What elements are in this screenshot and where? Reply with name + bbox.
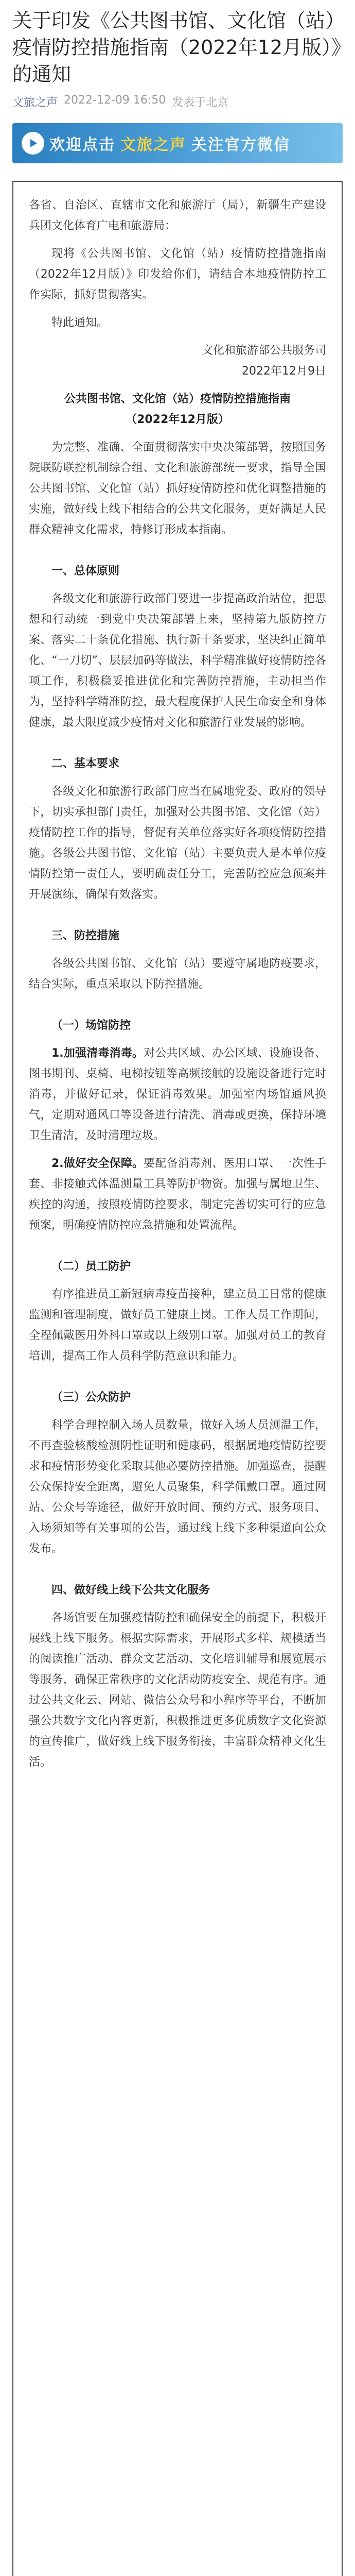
source-link[interactable]: 文旅之声 — [12, 96, 58, 109]
article-header — [0, 0, 355, 110]
document-box — [12, 181, 343, 2576]
play-icon — [22, 132, 44, 155]
subsection-staff-paragraph: 有序推进员工新冠病毒疫苗接种，建立员工日常的健康监测和管理制度，做好员工健康上岗。工作人员工作期间，全程佩戴医用外科口罩或以上级别口罩。加强对员工的教育培训，提高工作人员科学防范意识和能力。 — [29, 1288, 326, 1363]
signature-date: 2022年12月9日 — [242, 365, 326, 378]
section-1-paragraph: 各级文化和旅游行政部门要进一步提高政治站位，把思想和行动统一到党中央决策部署上来，坚持第九版防控方案、落实二十条优化措施、执行新十条要求，坚决纠正简单化、“一刀切”、层层加码等做法，科学精准做好疫情防控各项工作，积极稳妥推进优化和完善防控措施，主动担当作为，坚持科学精准防控，最大程度保护人民生命安全和身体健康，最大限度减少疫情对文化和旅游行业发展的影响。 — [29, 592, 326, 729]
signature-org: 文化和旅游部公共服务司 — [201, 344, 326, 357]
publish-datetime: 2022-12-09 16:50 — [64, 94, 166, 107]
follow-banner[interactable] — [12, 123, 343, 163]
subsection-public-heading: （三）公众防护 — [51, 1391, 131, 1404]
section-4-heading: 四、做好线上线下公共文化服务 — [51, 1584, 210, 1597]
section-4-paragraph: 各场馆要在加强疫情防控和确保安全的前提下，积极开展线上线下服务。根据实际需求，开展形式多样、规模适当的阅读推广活动、群众文艺活动、文化培训辅导和展览展示等服务，确保正常秩序的文化活动防疫安全、规范有序。通过公共文化云、网站、微信公众号和小程序等平台，不断加强公共数字文化内容更新，积极推进更多优质数字文化资源的宣传推广，做好线上线下服务衔接，丰富群众精神文化生活。 — [29, 1612, 326, 1769]
intro-paragraph: 为完整、准确、全面贯彻落实中央决策部署，按照国务院联防联控机制综合组、文化和旅游部统一要求，指导全国公共图书馆、文化馆（站）抓好疫情防控和优化调整措施的实施，做好线上线下相结合的公共文化服务，更好满足人民群众精神文化需求，特修订形成本指南。 — [29, 441, 326, 536]
item-2-text: 要配备消毒剂、医用口罩、一次性手套、非接触式体温测量工具等防护物资。加强与属地卫生、疾控的沟通，按照疫情防控要求，制定完善切实可行的应急预案，明确疫情防控应急措施和处置流程。 — [29, 1157, 326, 1232]
banner-text-account: 文旅之声 — [120, 136, 186, 154]
banner-text-follow: 关注官方微信 — [191, 136, 290, 154]
notice-paragraph: 现将《公共图书馆、文化馆（站）疫情防控措施指南（2022年12月版）》印发给你们，请结合本地疫情防控工作实际，抓好贯彻落实。 — [29, 247, 326, 301]
section-2-paragraph: 各级文化和旅游行政部门应当在属地党委、政府的领导下，切实承担部门责任，加强对公共图书馆、文化馆（站）疫情防控工作的指导，督促有关单位落实好各项疫情防控措施。各级公共图书馆、文化馆（站）主要负责人是本单位疫情防控第一责任人，要明确责任分工，完善防控应急预案并开展演练，确保有效落实。 — [29, 785, 326, 901]
publish-location: 发表于北京 — [172, 96, 229, 109]
subsection-venue-item-1 — [29, 1043, 326, 1146]
subsection-public-paragraph: 科学合理控制入场人员数量，做好入场人员测温工作，不再查验核酸检测阴性证明和健康码，根据属地疫情防控要求和疫情形势变化采取其他必要防控措施。加强巡查，提醒公众保持安全距离，避免人员聚集，科学佩戴口罩。通过网站、公众号等途径，做好开放时间、预约方式、服务项目、入场须知等有关事项的公告，通过线上线下多种渠道向公众发布。 — [29, 1419, 326, 1555]
addressee: 各省、自治区、直辖市文化和旅游厅（局），新疆生产建设兵团文化体育广电和旅游局： — [29, 199, 326, 232]
article-meta — [12, 94, 343, 110]
item-2-lead: 2.做好安全保障。 — [51, 1157, 144, 1170]
guide-title: 公共图书馆、文化馆（站）疫情防控措施指南 — [64, 393, 291, 405]
section-2-heading: 二、基本要求 — [51, 757, 120, 770]
subsection-staff-heading: （二）员工防护 — [51, 1260, 131, 1273]
subsection-venue-heading: （一）场馆防控 — [51, 1019, 131, 1032]
article-title: 关于印发《公共图书馆、文化馆（站）疫情防控措施指南（2022年12月版）》的通知 — [12, 9, 342, 86]
subsection-venue-item-2 — [29, 1154, 326, 1236]
notice-closing: 特此通知。 — [51, 316, 109, 329]
banner-text-welcome: 欢迎点击 — [49, 136, 115, 154]
section-3-paragraph: 各级公共图书馆、文化馆（站）要遵守属地防疫要求，结合实际，重点采取以下防控措施。 — [29, 957, 326, 991]
item-1-text: 对公共区域、办公区域、设施设备、图书期刊、桌椅、电梯按钮等高频接触的设施设备进行定时消毒，并做好记录，保证消毒效果。加强室内场馆通风换气，定期对通风口等设备进行清洗、消毒或更换，保持环境卫生清洁，及时清理垃圾。 — [29, 1047, 326, 1142]
item-1-lead: 1.加强清毒消毒。 — [51, 1047, 144, 1060]
section-3-heading: 三、防控措施 — [51, 929, 120, 942]
guide-version: （2022年12月版） — [126, 413, 229, 426]
section-1-heading: 一、总体原则 — [51, 565, 120, 578]
